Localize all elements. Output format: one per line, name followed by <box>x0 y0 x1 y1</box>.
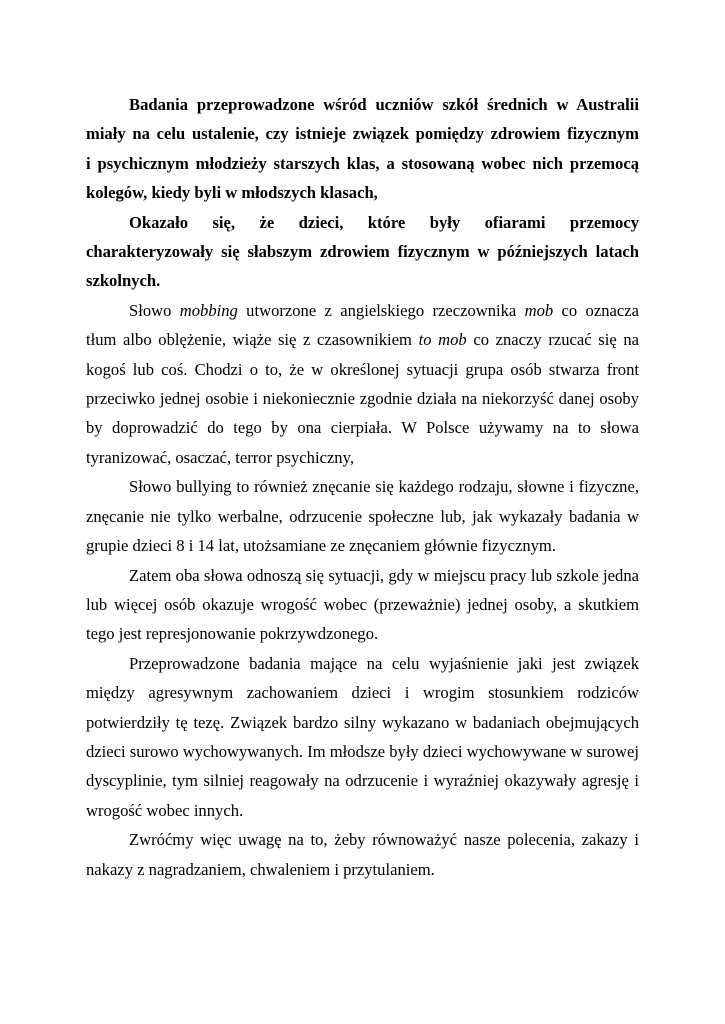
paragraph-3 <box>86 296 639 472</box>
paragraph-2-line-1: Okazało się, że dzieci, które były ofiarami przemocy <box>129 212 639 232</box>
paragraph-1-line-3: i psychicznym młodzieży starszych klas, a stosowaną wobec nich przemocą <box>86 153 639 173</box>
paragraph-2-line-2: charakteryzowały się słabszym zdrowiem fizycznym w późniejszych latach <box>86 242 639 262</box>
paragraph-2 <box>86 208 639 296</box>
document-page <box>86 90 639 884</box>
paragraph-6: Przeprowadzone badania mające na celu wyjaśnienie jaki jest związek między agresywnym zachowaniem dzieci i wrogim stosunkiem rodziców potwierdziły tę tezę. Związek bardzo silny wykazano w badaniach obejmujących dzieci surowo wychowywanych. Im młodsze były dzieci wychowywane w surowej dyscyplinie, tym silniej reagowały na odrzucenie i wyraźniej okazywały agresję i wrogość wobec innych. <box>86 653 639 820</box>
paragraph-1-line-2: miały na celu ustalenie, czy istnieje związek pomiędzy zdrowiem fizycznym <box>86 124 639 144</box>
paragraph-1-line-4: kolegów, kiedy byli w młodszych klasach, <box>86 183 378 203</box>
paragraph-3-segment-1: Słowo <box>129 300 180 320</box>
paragraph-3-term-mob: mob <box>524 300 554 320</box>
paragraph-1 <box>86 90 639 208</box>
paragraph-5: Zatem oba słowa odnoszą się sytuacji, gdy w miejscu pracy lub szkole jedna lub więcej osób okazuje wrogość wobec (przeważnie) jednej osoby, a skutkiem tego jest represjonowanie pokrzywdzonego. <box>86 565 639 644</box>
paragraph-3-segment-3: utworzone z angielskiego rzeczownika <box>237 300 525 320</box>
paragraph-3-term-to-mob: to mob <box>418 330 467 350</box>
paragraph-2-line-3: szkolnych. <box>86 271 161 291</box>
paragraph-3-term-mobbing: mobbing <box>179 300 238 320</box>
paragraph-3-segment-7: co znaczy rzucać się na kogoś lub coś. Chodzi o to, że w określonej sytuacji grupa osób stwarza front przeciwko jednej osobie i niekoniecznie zgodnie działa na niekorzyść danej osoby by doprowadzić do tego by ona cierpiała. W Polsce używamy na to słowa tyranizować, osaczać, terror psychiczny, <box>86 330 639 467</box>
paragraph-1-line-1: Badania przeprowadzone wśród uczniów szkół średnich w Australii <box>129 95 639 114</box>
paragraph-7: Zwróćmy więc uwagę na to, żeby równoważyć nasze polecenia, zakazy i nakazy z nagradzaniem, chwaleniem i przytulaniem. <box>86 830 639 879</box>
paragraph-4: Słowo bullying to również znęcanie się każdego rodzaju, słowne i fizyczne, znęcanie nie tylko werbalne, odrzucenie społeczne lub, jak wykazały badania w grupie dzieci 8 i 14 lat, utożsamiane ze znęcaniem głównie fizycznym. <box>86 477 639 556</box>
paragraph-3-segment-5: co oznacza tłum albo oblężenie, wiąże się z czasownikiem <box>86 300 639 350</box>
